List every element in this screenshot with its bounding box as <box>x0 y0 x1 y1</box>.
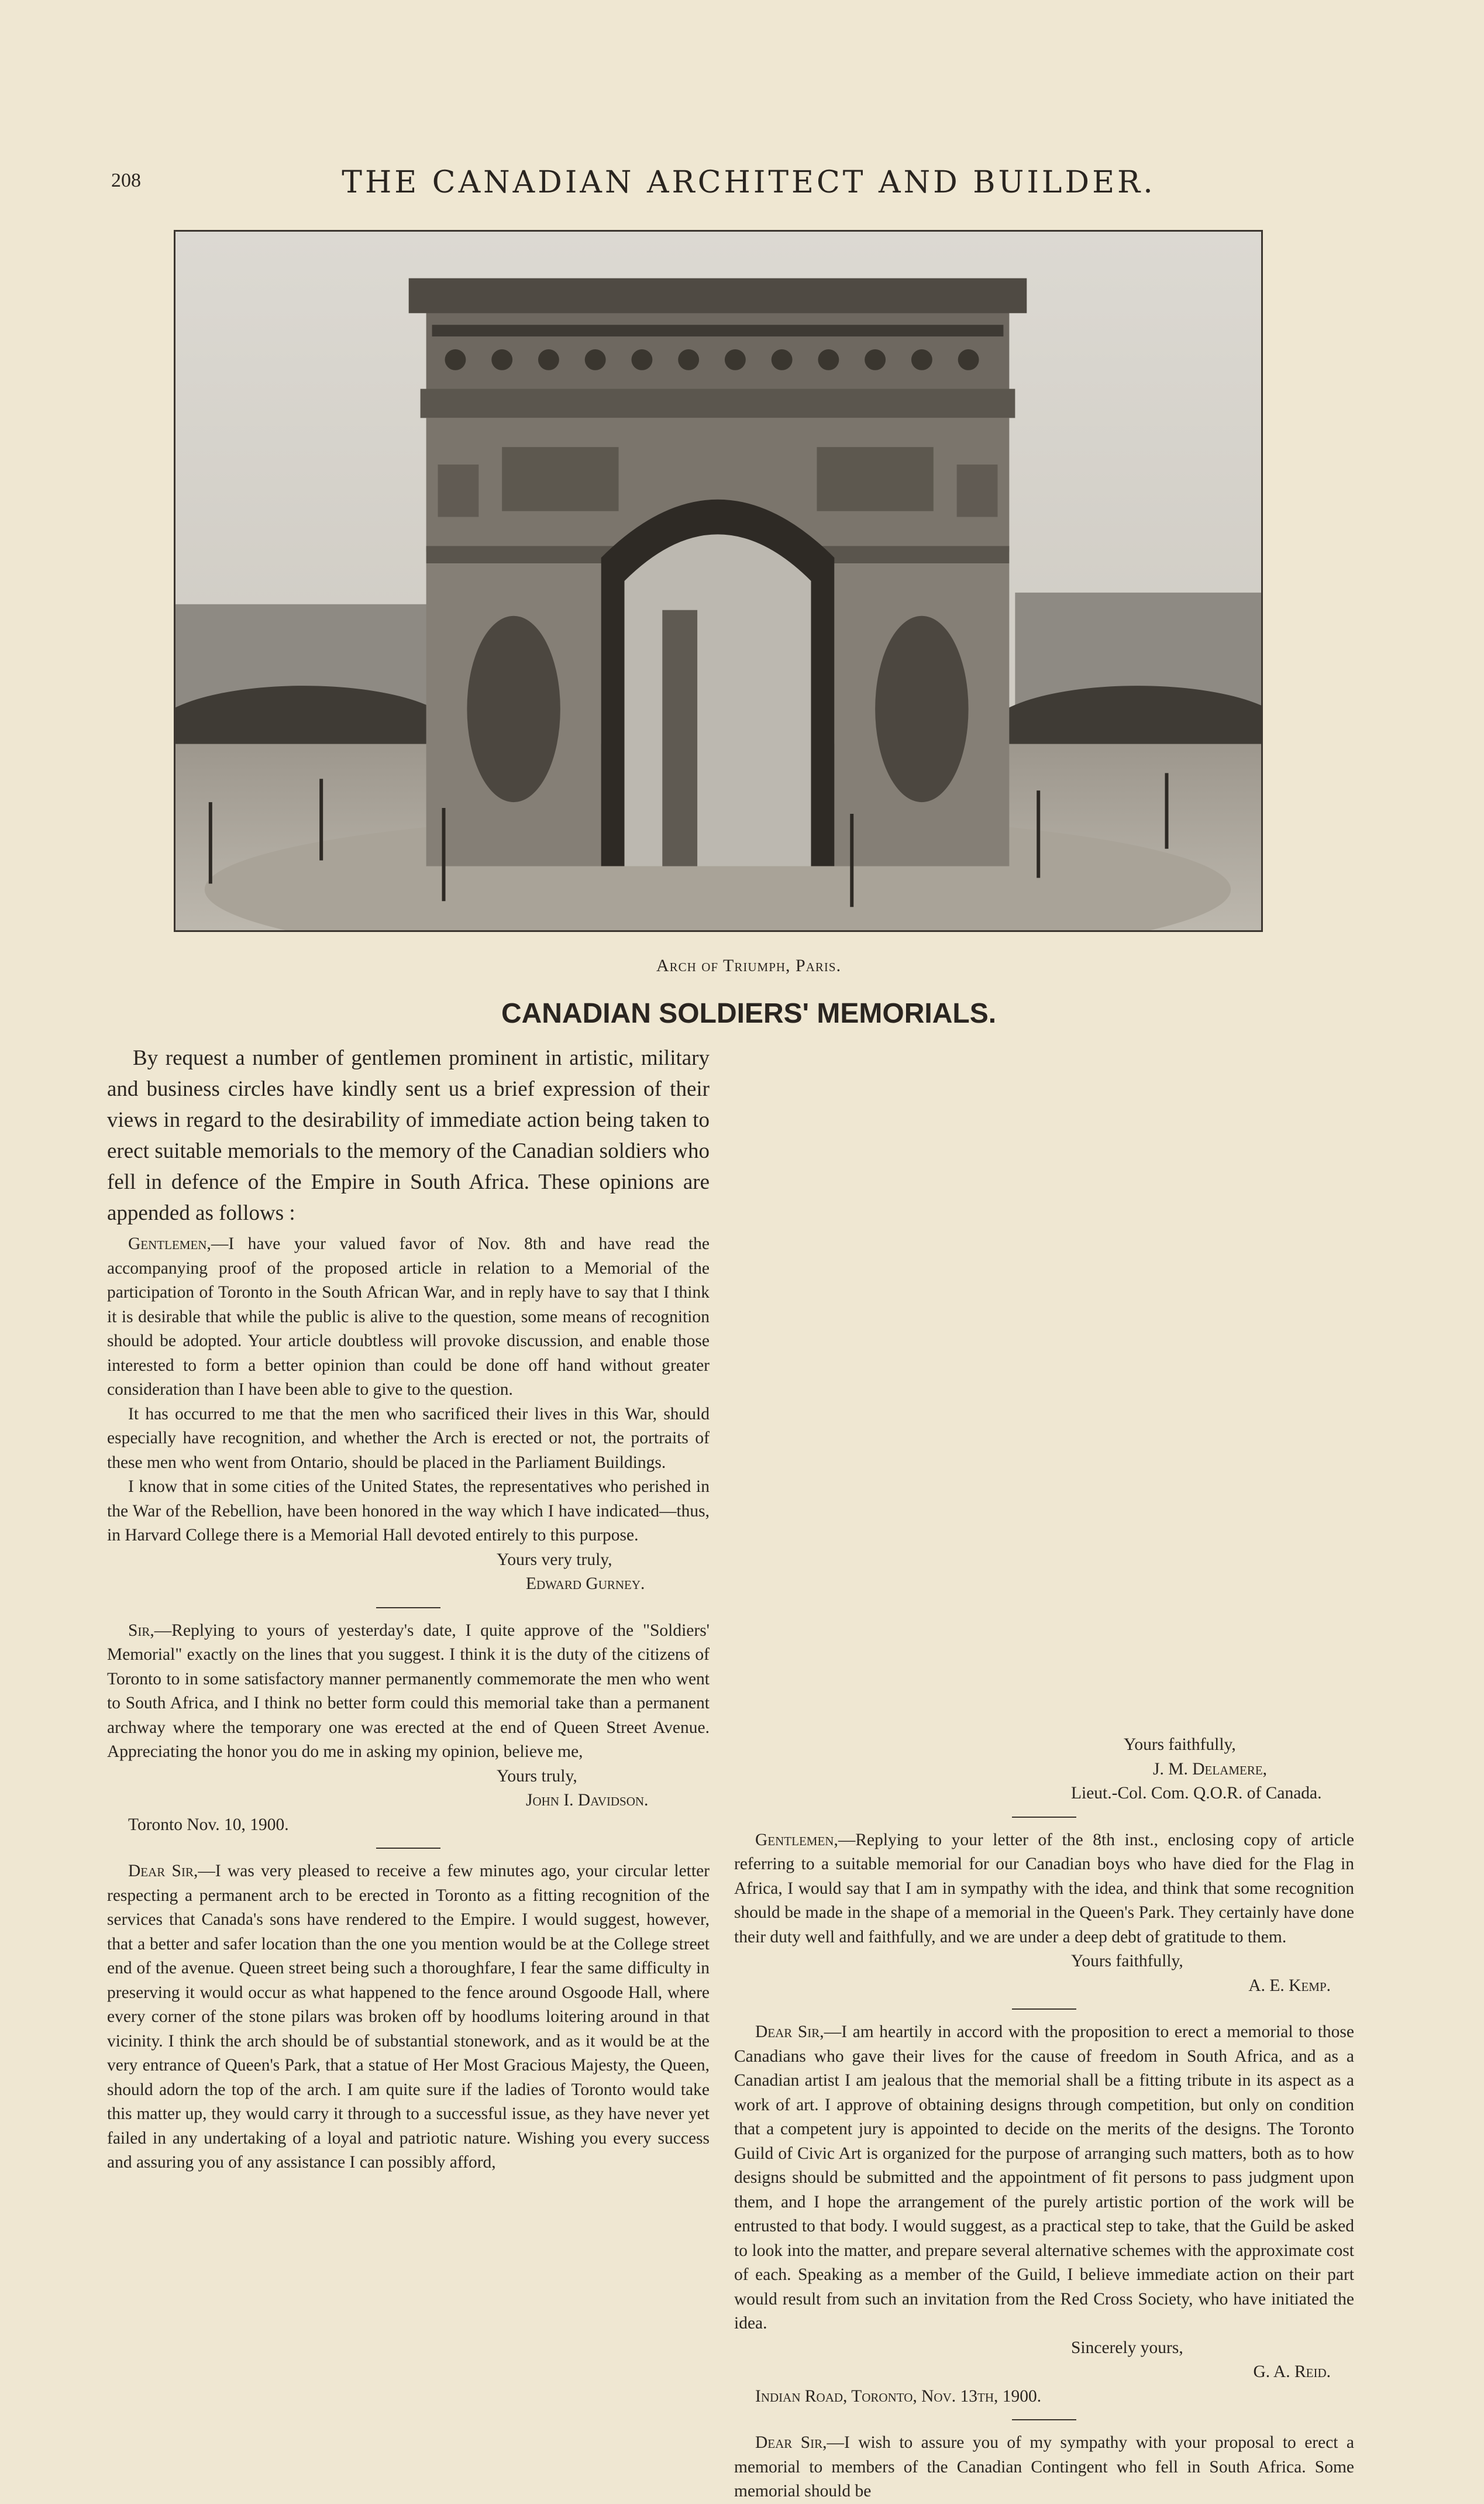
article-intro: By request a number of gentlemen prominent in artistic, military and business circles have kindly sent us a brief expression of their views in regard to the desirability of immediate action being taken to erect suitable memorials to the memory of the Canadian soldiers who fell in defence of the Empire in South Africa. These opinions are appended as follows : <box>107 1046 710 1225</box>
running-head: THE CANADIAN ARCHITECT AND BUILDER. <box>342 165 1156 200</box>
salutation: Dear Sir, <box>755 2433 827 2452</box>
dateline: Indian Road, Toronto, Nov. 13th, 1900. <box>755 2386 1042 2406</box>
divider-rule <box>1012 1817 1076 1818</box>
divider-rule <box>1012 2419 1076 2420</box>
article-title: CANADIAN SOLDIERS' MEMORIALS. <box>501 998 997 1029</box>
salutation: Dear Sir, <box>128 1862 198 1880</box>
letter-paragraph: I know that in some cities of the United States, the representatives who perished in the War of the Rebellion, have been honored in the way which I have indicated—thus, in Harvard College there is a Memorial Hall devoted entirely to this purpose. <box>107 1477 710 1545</box>
signature: A. E. Kemp. <box>1248 1976 1331 1995</box>
divider-rule <box>1012 2008 1076 2010</box>
salutation: Dear Sir, <box>755 2023 824 2041</box>
left-column <box>107 1043 710 2175</box>
letter-paragraph: —I wish to assure you of my sympathy with your proposal to erect a memorial to members of the Canadian Contingent who fell in South Africa. Some memorial should be <box>734 2433 1354 2500</box>
letter-paragraph: —Replying to your letter of the 8th inst., enclosing copy of article referring to a suitable memorial for our Canadian boys who have died for the Flag in Africa, I would say that I am in sympathy with the idea, and think that some recognition should be made in the shape of a memorial in the Queen's Park. They certainly have done their duty well and faithfully, and we are under a deep debt of gratitude to them. <box>734 1830 1354 1946</box>
letter-delamere-signoff <box>734 1733 1354 1806</box>
closing: Yours very truly, <box>497 1550 612 1569</box>
letter-gurney <box>107 1232 710 1597</box>
closing: Sincerely yours, <box>1071 2338 1183 2357</box>
arch-photo <box>174 230 1263 932</box>
dateline: Toronto Nov. 10, 1900. <box>128 1815 289 1834</box>
divider-rule <box>376 1607 440 1608</box>
signature: Edward Gurney. <box>526 1574 645 1593</box>
salutation: Gentlemen, <box>128 1234 211 1253</box>
closing: Yours faithfully, <box>1071 1952 1183 1970</box>
divider-rule <box>376 1848 440 1849</box>
letter-kemp <box>734 1828 1354 1999</box>
page-number: 208 <box>111 170 141 191</box>
letter-unsigned <box>734 2431 1354 2504</box>
letter-paragraph: —I have your valued favor of Nov. 8th and have read the accompanying proof of the proposed article in relation to a Memorial of the participation of Toronto in the South African War, and in reply have to say that I think it is desirable that while the public is alive to the question, some means of recognition should be adopted. Your article doubtless will provoke discussion, and enable those interested to form a better opinion than could be done off hand without greater consideration than I have been able to give to the question. <box>107 1234 710 1399</box>
letter-paragraph: It has occurred to me that the men who sacrificed their lives in this War, should especially have recognition, and whether the Arch is erected or not, the portraits of these men who went from Ontario, should be placed in the Parliament Buildings. <box>107 1404 710 1472</box>
figure-caption: Arch of Triumph, Paris. <box>656 956 842 975</box>
letter-paragraph: —Replying to yours of yesterday's date, I quite approve of the "Soldiers' Memorial" exactly on the lines that you suggest. I think it is the duty of the citizens of Toronto to in some satisfactory manner permanently commemorate the men who went to South Africa, and I think no better form could this memorial take than a permanent archway where the temporary one was erected at the end of Queen Street Avenue. Appreciating the honor you do me in asking my opinion, believe me, <box>107 1621 710 1761</box>
letter-reid <box>734 2020 1354 2409</box>
closing: Yours truly, <box>497 1766 577 1786</box>
signature: John I. Davidson. <box>526 1791 649 1810</box>
closing: Yours faithfully, <box>1124 1735 1236 1754</box>
salutation: Gentlemen, <box>755 1830 838 1849</box>
letter-paragraph: —I was very pleased to receive a few minutes ago, your circular letter respecting a permanent arch to be erected in Toronto as a fitting recognition of the services that Canada's sons have rendered to the Empire. I would suggest, however, that a better and safer location than the one you mention would be at the College street end of the avenue. Queen street being such a thoroughfare, I fear the same difficulty in preserving it would occur as what happened to the fence around Osgoode Hall, where every corner of the stone pilars was broken off by hoodlums loitering around in that vicinity. I think the arch should be of substantial stonework, and as it would be at the very entrance of Queen's Park, that a statue of Her Most Gracious Majesty, the Queen, should adorn the top of the arch. I am quite sure if the ladies of Toronto would take this matter up, they would carry it through to a successful issue, as they have never yet failed in any undertaking of a loyal and patriotic nature. Wishing you every success and assuring you of any assistance I can possibly afford, <box>107 1862 710 2172</box>
letter-delamere <box>107 1859 710 2175</box>
signature-title: Lieut.-Col. Com. Q.O.R. of Canada. <box>1071 1784 1322 1803</box>
right-column <box>734 1043 1354 2504</box>
salutation: Sir, <box>128 1621 154 1640</box>
signature: J. M. Delamere, <box>1153 1759 1268 1779</box>
signature: G. A. Reid. <box>1253 2362 1331 2381</box>
letter-paragraph: —I am heartily in accord with the proposition to erect a memorial to those Canadians who gave their lives for the cause of freedom in South Africa, and as a Canadian artist I am jealous that the memorial shall be a fitting tribute in its aspect as a work of art. I approve of obtaining designs through competition, but only on condition that a competent jury is appointed to decide on the merits of the designs. The Toronto Guild of Civic Art is organized for the purpose of arranging such matters, both as to how designs should be submitted and the appointment of fit persons to pass judgment upon them, and I hope the arrangement of the purely artistic portion of the work will be entrusted to that body. I would suggest, as a practical step to take, that the Guild be asked to look into the matter, and prepare several alternative schemes with the approximate cost of each. Speaking as a member of the Guild, I believe immediate action on their part would result from such an invitation from the Red Cross Society, who have initiated the idea. <box>734 2023 1354 2333</box>
letter-davidson <box>107 1619 710 1838</box>
